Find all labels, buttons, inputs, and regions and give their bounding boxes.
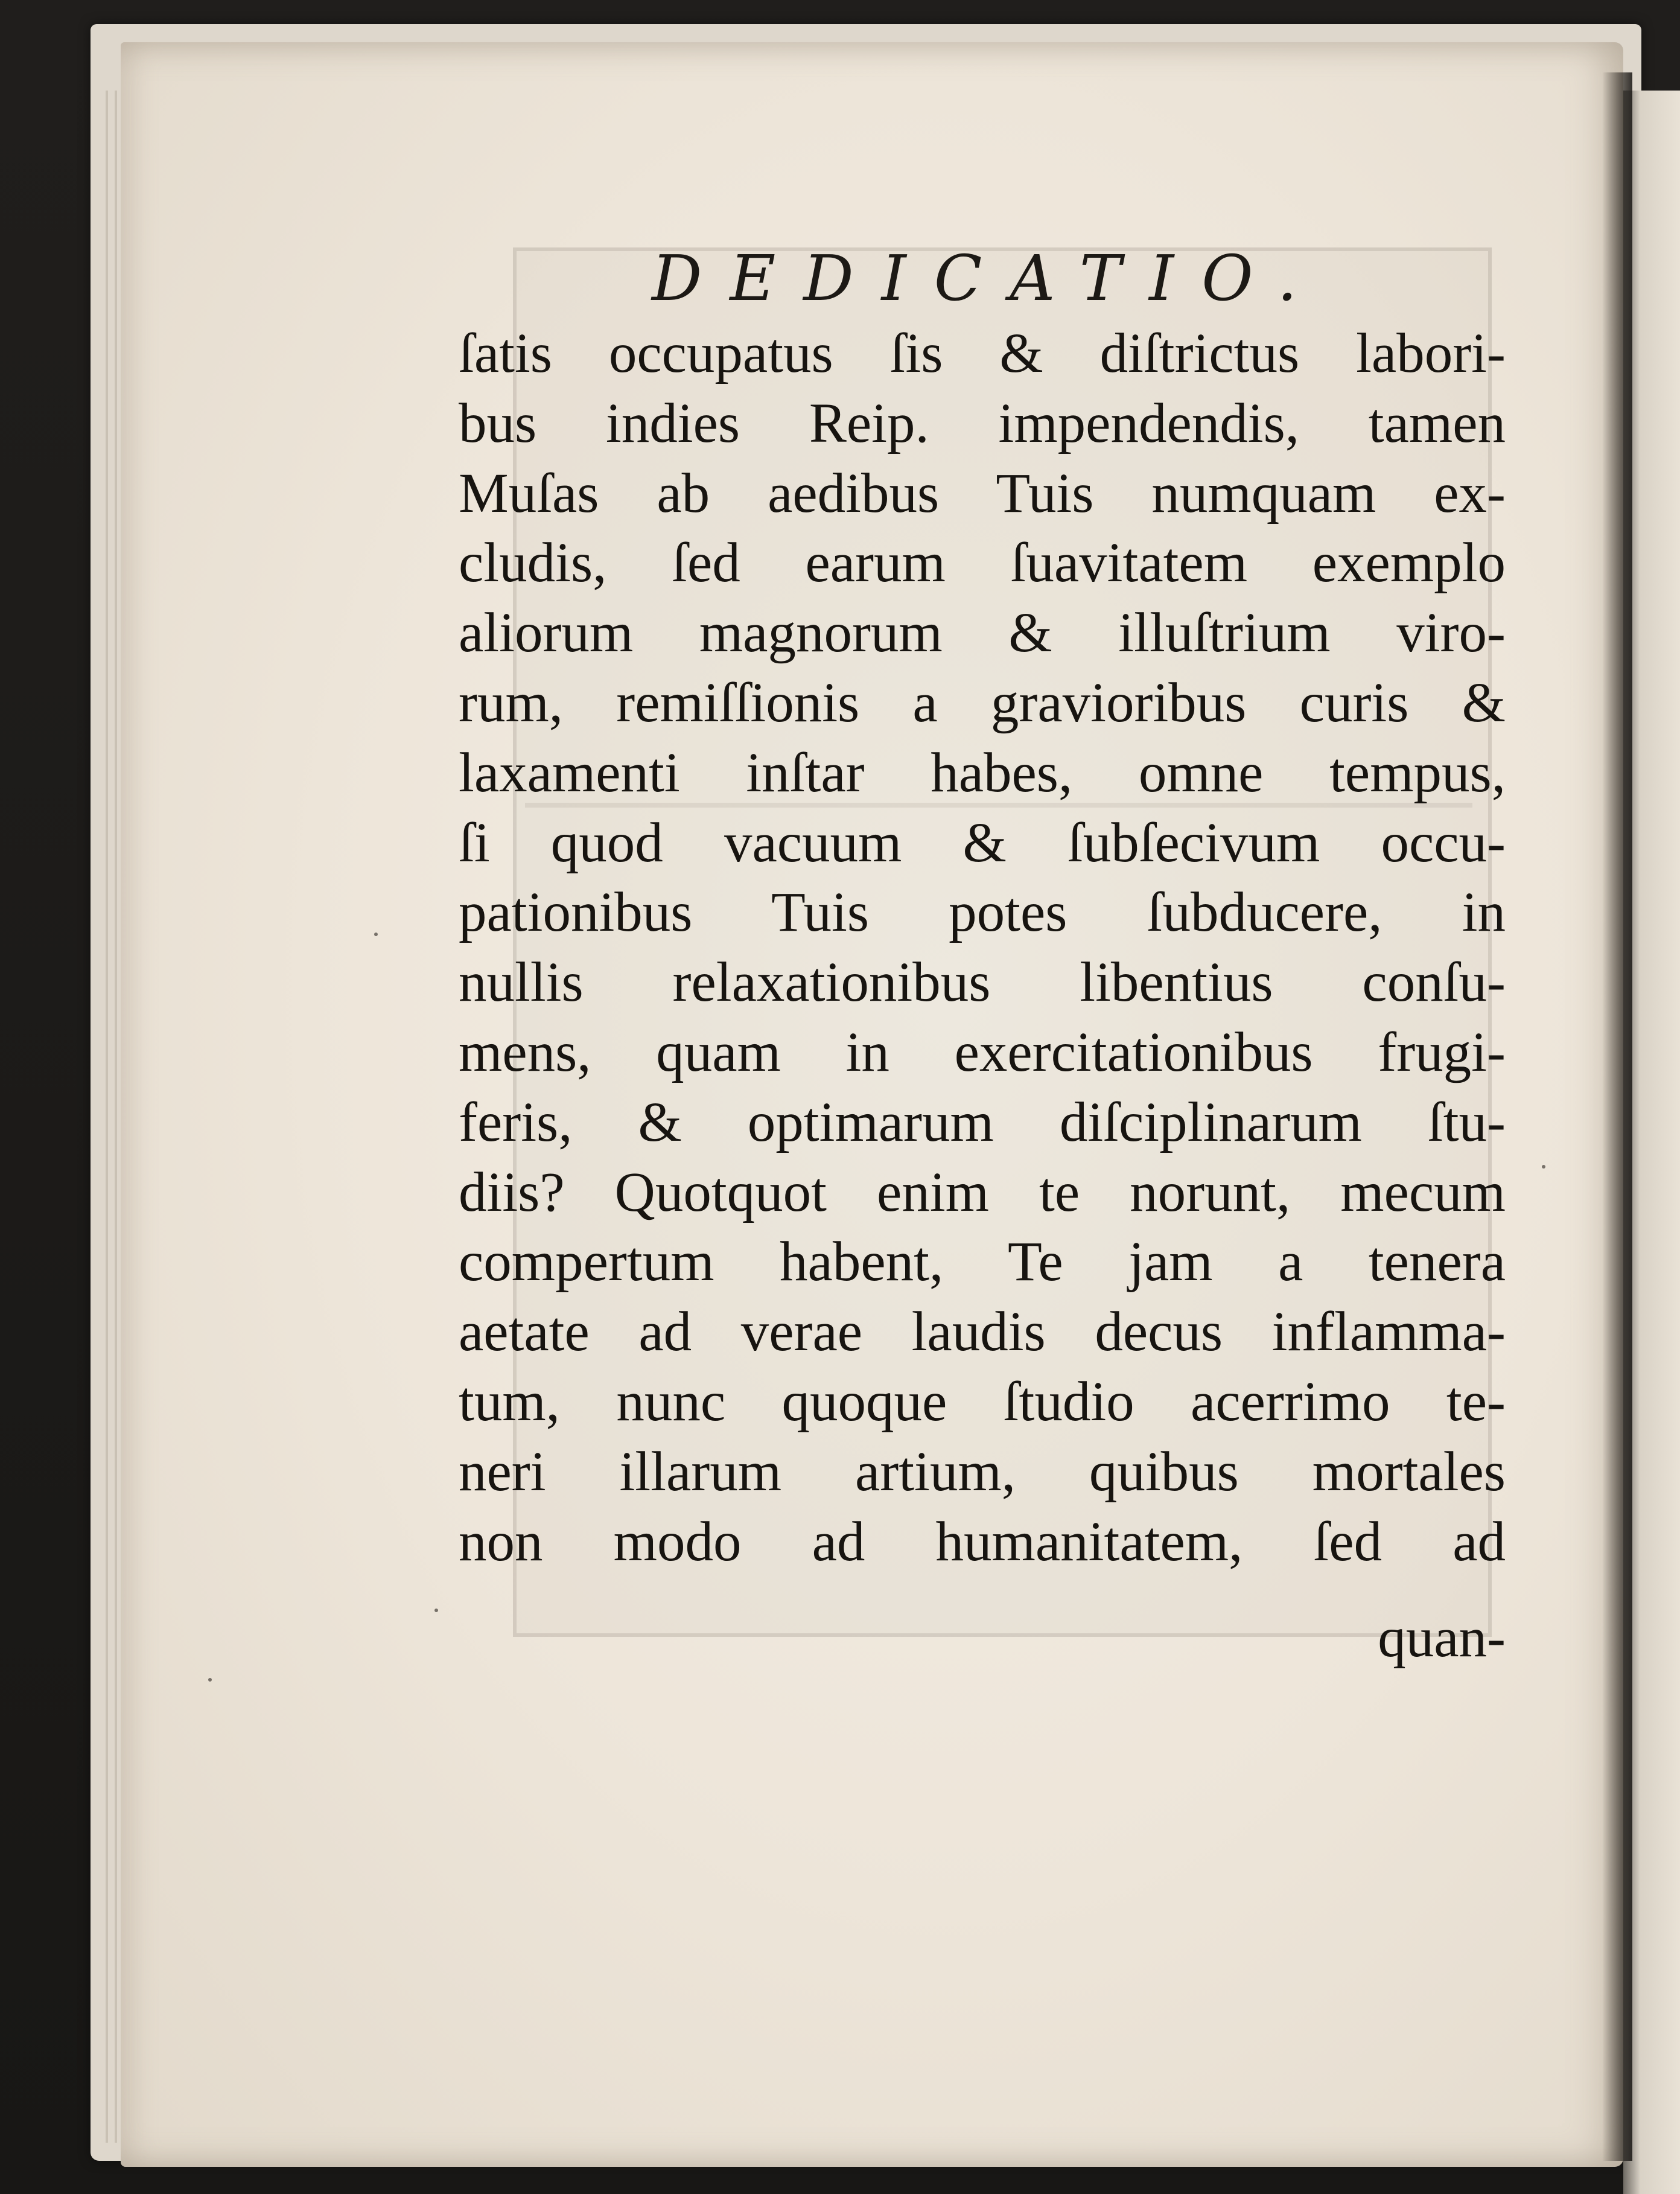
text-line: mens, quam in exercitationibus frugi-: [459, 1021, 1506, 1083]
text-line: nullis relaxationibus libentius conſu-: [459, 951, 1506, 1014]
text-line: laxamenti inſtar habes, omne tempus,: [459, 741, 1506, 804]
text-line: ſi quod vacuum & ſubſecivum occu-: [459, 811, 1506, 874]
text-line: diis? Quotquot enim te norunt, mecum: [459, 1161, 1506, 1223]
paper-speck: [208, 1678, 212, 1682]
text-line: non modo ad humanitatem, ſed ad: [459, 1510, 1506, 1573]
paper-speck: [374, 933, 378, 936]
paper-speck: [434, 1609, 438, 1612]
running-head: DEDICATIO.: [652, 241, 1325, 315]
page-edge-line: [106, 91, 108, 2143]
text-line: bus indies Reip. impendendis, tamen: [459, 392, 1506, 454]
body-text: [459, 319, 1506, 1577]
text-line: aetate ad verae laudis decus inflamma-: [459, 1301, 1506, 1363]
text-line: Muſas ab aedibus Tuis numquam ex-: [459, 462, 1506, 525]
text-line: feris, & optimarum diſciplinarum ſtu-: [459, 1091, 1506, 1153]
gutter-shadow: [1602, 72, 1632, 2161]
paper-speck: [1542, 1165, 1545, 1169]
text-line: cludis, ſed earum ſuavitatem exemplo: [459, 532, 1506, 595]
text-line: aliorum magnorum & illuſtrium viro-: [459, 602, 1506, 665]
text-line: compertum habent, Te jam a tenera: [459, 1231, 1506, 1293]
catchword: quan-: [1378, 1607, 1506, 1669]
text-line: tum, nunc quoque ſtudio acerrimo te-: [459, 1370, 1506, 1433]
text-line: pationibus Tuis potes ſubducere, in: [459, 881, 1506, 944]
page-edge-line: [115, 91, 117, 2143]
text-line: neri illarum artium, quibus mortales: [459, 1440, 1506, 1503]
text-line: rum, remiſſionis a gravioribus curis &: [459, 671, 1506, 734]
text-line: ſatis occupatus ſis & diſtrictus labori-: [459, 322, 1506, 384]
